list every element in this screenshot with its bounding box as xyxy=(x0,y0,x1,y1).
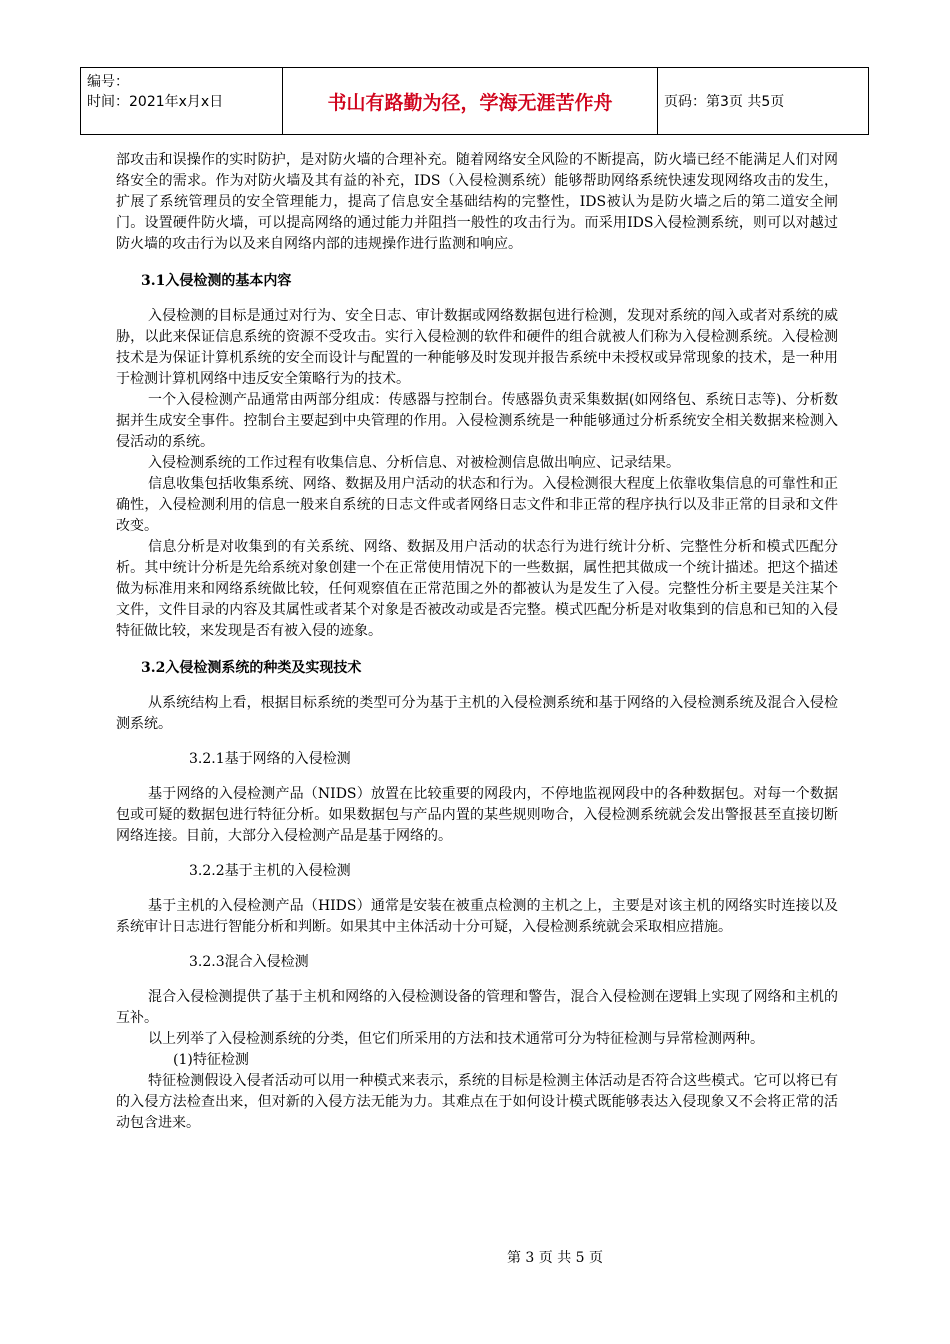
paragraph: 部攻击和误操作的实时防护，是对防火墙的合理补充。随着网络安全风险的不断提高，防火墙已经不能满足人们对网络安全的需求。作为对防火墙及其有益的补充，IDS（入侵检测系统）能够帮助网络系统快速发现网络攻击的发生，扩展了系统管理员的安全管理能力，提高了信息安全基础结构的完整性，IDS被认为是防火墙之后的第二道安全闸门。设置硬件防火墙，可以提高网络的通过能力并阻挡一般性的攻击行为。而采用IDS入侵检测系统，则可以对越过防火墙的攻击行为以及来自网络内部的违规操作进行监测和响应。 xyxy=(116,152,838,252)
paragraph: 一个入侵检测产品通常由两部分组成：传感器与控制台。传感器负责采集数据(如网络包、系统日志等)、分析数据并生成安全事件。控制台主要起到中央管理的作用。入侵检测系统是一种能够通过分析系统安全相关数据来检测入侵活动的系统。 xyxy=(116,392,838,450)
document-number-label: 编号： xyxy=(87,74,129,90)
document-time-label: 时间：2021年x月x日 xyxy=(87,94,224,110)
subsection-heading: 3.2.3混合入侵检测 xyxy=(189,954,309,970)
document-body xyxy=(116,150,838,1134)
section-heading: 3.1入侵检测的基本内容 xyxy=(141,273,292,289)
paragraph: 入侵检测的目标是通过对行为、安全日志、审计数据或网络数据包进行检测，发现对系统的闯入或者对系统的威胁，以此来保证信息系统的资源不受攻击。实行入侵检测的软件和硬件的组合就被人们称为入侵检测系统。入侵检测技术是为保证计算机系统的安全而设计与配置的一种能够及时发现并报告系统中未授权或异常现象的技术，是一种用于检测计算机网络中违反安全策略行为的技术。 xyxy=(116,308,838,387)
paragraph: 信息分析是对收集到的有关系统、网络、数据及用户活动的状态行为进行统计分析、完整性分析和模式匹配分析。其中统计分析是先给系统对象创建一个在正常使用情况下的一些数据，属性把其做成一个统计描述。把这个描述做为标准用来和网络系统做比较，任何观察值在正常范围之外的都被认为是发生了入侵。完整性分析主要是关注某个文件，文件目录的内容及其属性或者某个对象是否被改动或是否完整。模式匹配分析是对收集到的信息和已知的入侵特征做比较，来发现是否有被入侵的迹象。 xyxy=(116,539,838,639)
section-heading: 3.2入侵检测系统的种类及实现技术 xyxy=(141,660,362,676)
paragraph: 信息收集包括收集系统、网络、数据及用户活动的状态和行为。入侵检测很大程度上依靠收集信息的可靠性和正确性，入侵检测利用的信息一般来自系统的日志文件或者网络日志文件和非正常的程序执行以及非正常的目录和文件改变。 xyxy=(116,476,838,534)
paragraph: 入侵检测系统的工作过程有收集信息、分析信息、对被检测信息做出响应、记录结果。 xyxy=(148,455,680,471)
paragraph: 基于主机的入侵检测产品（HIDS）通常是安装在被重点检测的主机之上，主要是对该主机的网络实时连接以及系统审计日志进行智能分析和判断。如果其中主体活动十分可疑，入侵检测系统就会采取相应措施。 xyxy=(116,898,838,935)
paragraph: 以上列举了入侵检测系统的分类，但它们所采用的方法和技术通常可分为特征检测与异常检测两种。 xyxy=(148,1031,764,1047)
header-meta xyxy=(81,68,283,134)
header-page-info: 页码：第3页 共5页 xyxy=(664,94,785,110)
page-header xyxy=(80,67,869,135)
paragraph: 特征检测假设入侵者活动可以用一种模式来表示，系统的目标是检测主体活动是否符合这些模式。它可以将已有的入侵方法检查出来，但对新的入侵方法无能为力。其难点在于如何设计模式既能够表达入侵现象又不会将正常的活动包含进来。 xyxy=(116,1073,838,1131)
list-item-heading: (1)特征检测 xyxy=(173,1052,249,1068)
paragraph: 从系统结构上看，根据目标系统的类型可分为基于主机的入侵检测系统和基于网络的入侵检测系统及混合入侵检测系统。 xyxy=(116,695,838,732)
subsection-heading: 3.2.2基于主机的入侵检测 xyxy=(189,863,351,879)
subsection-heading: 3.2.1基于网络的入侵检测 xyxy=(189,751,351,767)
paragraph: 混合入侵检测提供了基于主机和网络的入侵检测设备的管理和警告，混合入侵检测在逻辑上实现了网络和主机的互补。 xyxy=(116,989,838,1026)
page-footer: 第 3 页 共 5 页 xyxy=(506,1250,604,1266)
header-motto: 书山有路勤为径，学海无涯苦作舟 xyxy=(283,68,658,134)
paragraph: 基于网络的入侵检测产品（NIDS）放置在比较重要的网段内，不停地监视网段中的各种数据包。对每一个数据包或可疑的数据包进行特征分析。如果数据包与产品内置的某些规则吻合，入侵检测系统就会发出警报甚至直接切断网络连接。目前，大部分入侵检测产品是基于网络的。 xyxy=(116,786,838,844)
